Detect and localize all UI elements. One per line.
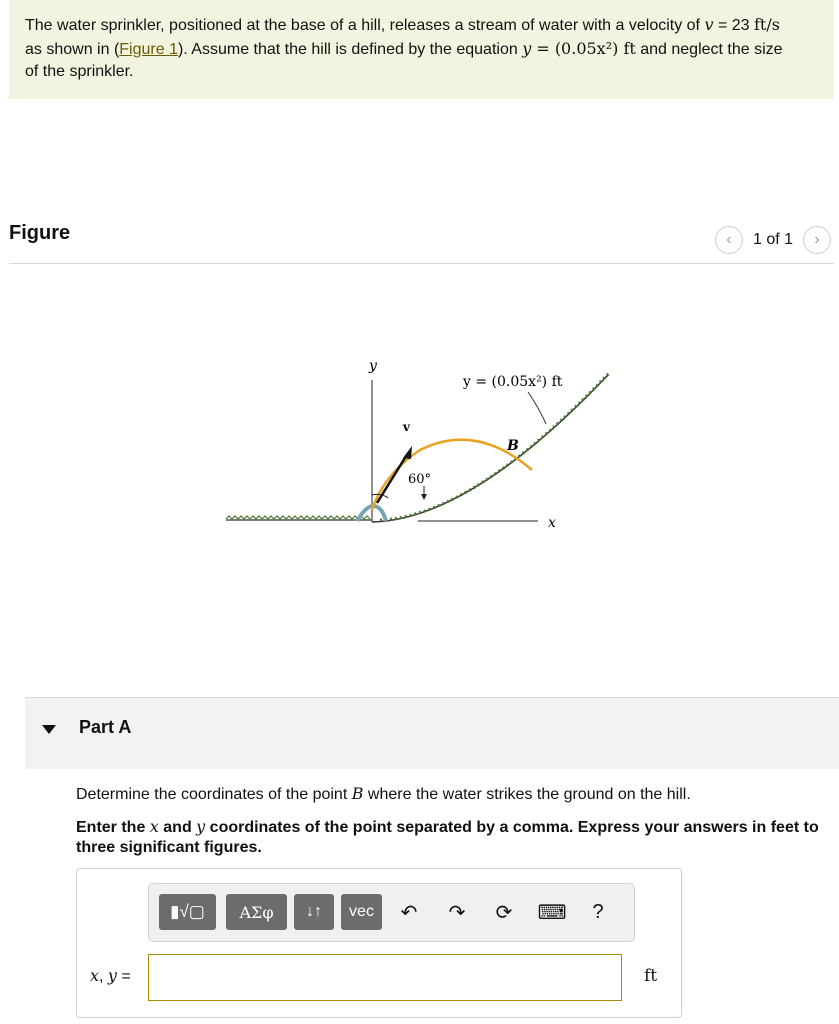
vec-label: vec bbox=[349, 903, 374, 920]
problem-statement bbox=[9, 0, 834, 99]
flat-grass bbox=[226, 516, 370, 519]
point-b-symbol: B bbox=[351, 784, 364, 803]
answer-equals: = bbox=[116, 968, 131, 985]
problem-text-1: The water sprinkler, positioned at the base of a hill, releases a stream of water with a velocity of bbox=[25, 17, 705, 34]
vector-button[interactable] bbox=[341, 894, 382, 930]
prev-figure-button[interactable] bbox=[715, 226, 743, 254]
problem-text-3: ). Assume that the hill is defined by the equation bbox=[177, 40, 523, 58]
question-text bbox=[76, 784, 691, 804]
keyboard-icon[interactable]: ⌨ bbox=[537, 901, 567, 924]
equation-leader bbox=[528, 392, 546, 424]
figure-pager bbox=[715, 226, 831, 254]
y-symbol: y bbox=[196, 817, 206, 836]
x-axis-label: x bbox=[548, 515, 556, 531]
redo-icon[interactable]: ↷ bbox=[448, 901, 466, 924]
answer-x-symbol: x bbox=[90, 966, 100, 985]
answer-panel bbox=[76, 868, 682, 1018]
instruction-b: and bbox=[158, 819, 197, 836]
part-a-title: Part A bbox=[79, 717, 132, 737]
answer-comma: , bbox=[99, 968, 108, 985]
question-text-a: Determine the coordinates of the point bbox=[76, 786, 352, 803]
help-icon[interactable]: ? bbox=[592, 900, 604, 923]
answer-y-symbol: y bbox=[107, 966, 117, 985]
answer-unit: ft bbox=[644, 966, 658, 986]
velocity-unit: ft/s bbox=[753, 15, 780, 34]
reset-icon[interactable]: ⟳ bbox=[495, 901, 513, 924]
templates-icon: ▮√▢ bbox=[170, 902, 205, 921]
chevron-left-icon: ‹ bbox=[726, 231, 732, 248]
velocity-symbol: v bbox=[704, 15, 714, 34]
x-symbol: x bbox=[149, 817, 159, 836]
figure-divider bbox=[9, 263, 834, 264]
velocity-label: v bbox=[403, 420, 410, 434]
velocity-value: = 23 bbox=[713, 17, 754, 34]
figure-page-count: 1 of 1 bbox=[752, 231, 793, 248]
instruction-c: coordinates of the point separated by a comma. Express your answers in feet to three significant figures. bbox=[76, 819, 819, 856]
part-a-header[interactable] bbox=[25, 697, 839, 769]
templates-button[interactable] bbox=[159, 894, 216, 930]
velocity-arrow bbox=[377, 453, 408, 503]
hill-equation: = (0.05x²) ft bbox=[531, 38, 636, 58]
greek-label: ΑΣφ bbox=[239, 902, 274, 922]
figure-heading: Figure bbox=[9, 222, 71, 244]
math-toolbar bbox=[148, 883, 635, 942]
collapse-triangle-icon[interactable] bbox=[42, 725, 56, 734]
instruction-text bbox=[76, 817, 831, 858]
question-text-c: where the water strikes the ground on the hill. bbox=[363, 786, 691, 803]
arrows-button[interactable] bbox=[294, 894, 334, 930]
hill-equation-label: y = (0.05x²) ft bbox=[463, 374, 563, 390]
answer-label bbox=[90, 966, 131, 986]
hill-curve bbox=[372, 375, 608, 522]
angle-label: 60° bbox=[408, 472, 432, 487]
undo-icon[interactable]: ↶ bbox=[400, 901, 418, 924]
figure-1-link[interactable]: Figure 1 bbox=[119, 40, 178, 58]
problem-text-5: of the sprinkler. bbox=[25, 63, 134, 80]
answer-input[interactable] bbox=[148, 954, 622, 1001]
next-figure-button[interactable] bbox=[803, 226, 831, 254]
problem-text-4: and neglect the size bbox=[635, 40, 783, 58]
chevron-right-icon: › bbox=[814, 231, 820, 248]
y-axis-label: y bbox=[369, 358, 377, 374]
hill-y-symbol: y bbox=[522, 38, 532, 58]
arrows-icon: ↓↑ bbox=[306, 903, 322, 920]
problem-text-2: as shown in ( bbox=[25, 40, 120, 58]
sprinkler-hill-diagram bbox=[0, 340, 839, 570]
instruction-a: Enter the bbox=[76, 819, 150, 836]
greek-symbols-button[interactable] bbox=[226, 894, 287, 930]
point-B-label: B bbox=[507, 438, 519, 454]
angle-pointer-head bbox=[421, 494, 427, 500]
velocity-arrowhead bbox=[403, 446, 412, 459]
